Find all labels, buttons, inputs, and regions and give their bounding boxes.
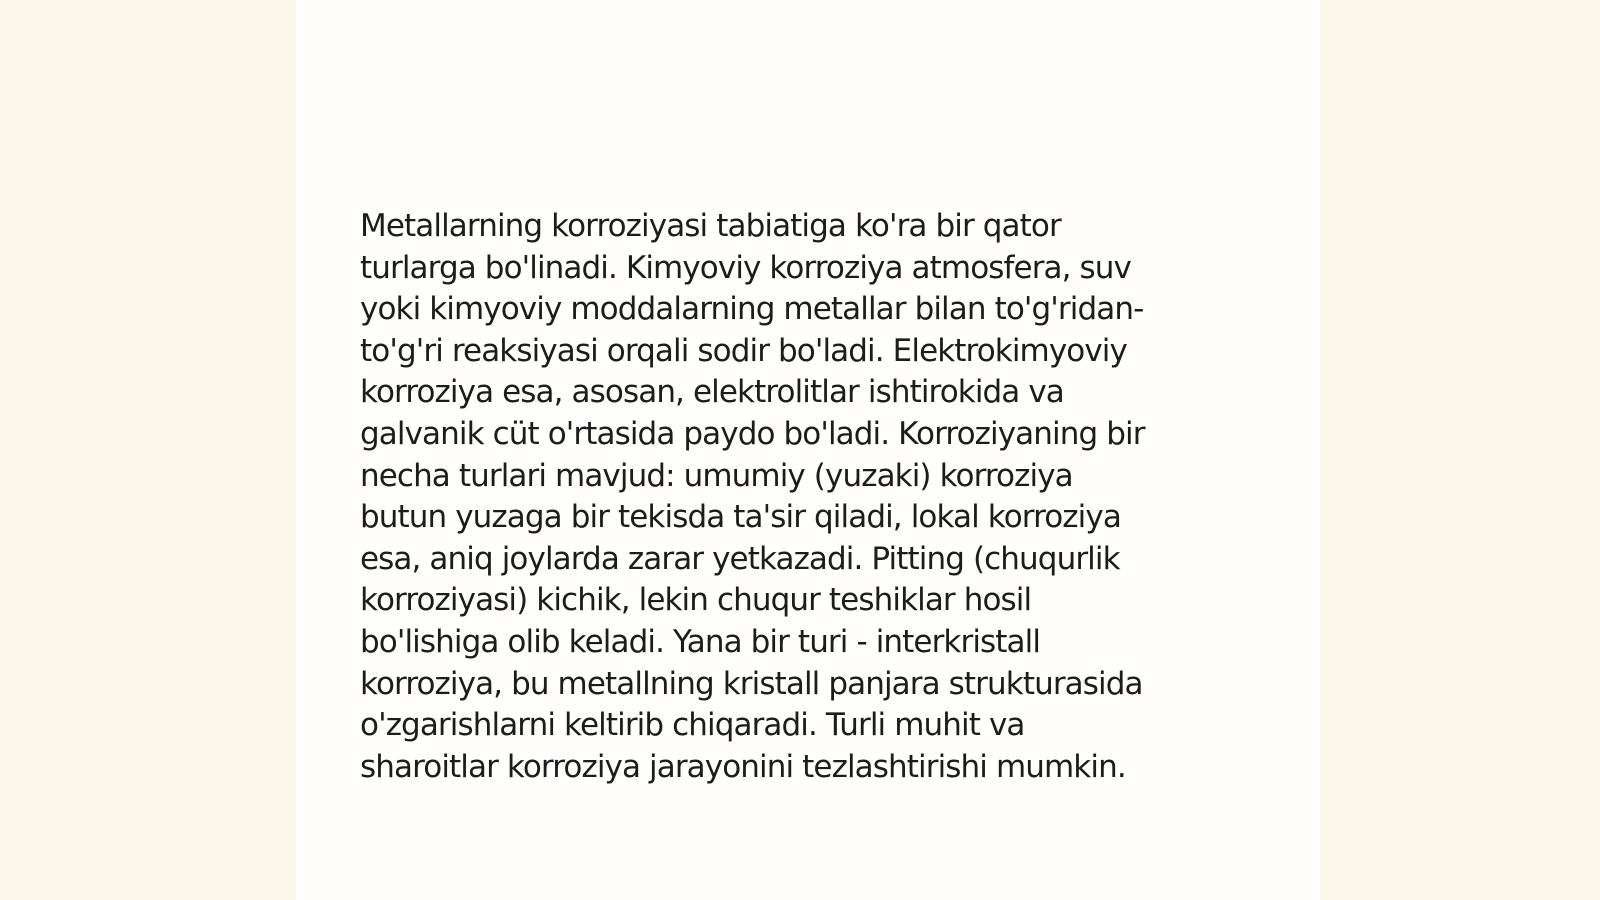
paragraph-line-11: bo'lishiga olib keladi. Yana bir turi - interkristall	[360, 623, 1041, 660]
paragraph-line-2: turlarga bo'linadi. Kimyoviy korroziya atmosfera, suv	[360, 249, 1131, 286]
paragraph-line-3: yoki kimyoviy moddalarning metallar bilan to'g'ridan-	[360, 291, 1144, 328]
paragraph-line-12: korroziya, bu metallning kristall panjara strukturasida	[360, 665, 1143, 702]
paragraph-line-10: korroziyasi) kichik, lekin chuqur teshiklar hosil	[360, 582, 1032, 619]
paragraph-line-13: o'zgarishlarni keltirib chiqaradi. Turli muhit va	[360, 707, 1025, 744]
paragraph-line-1: Metallarning korroziyasi tabiatiga ko'ra bir qator	[360, 208, 1061, 244]
paragraph-line-5: korroziya esa, asosan, elektrolitlar ishtirokida va	[360, 374, 1064, 411]
document-page	[296, 0, 1320, 900]
body-paragraph	[360, 206, 1250, 788]
paragraph-line-6: galvanik cüt o'rtasida paydo bo'ladi. Korroziyaning bir	[360, 415, 1145, 452]
paragraph-line-7: necha turlari mavjud: umumiy (yuzaki) korroziya	[360, 457, 1073, 494]
paragraph-line-9: esa, aniq joylarda zarar yetkazadi. Pitting (chuqurlik	[360, 540, 1120, 577]
paragraph-line-14: sharoitlar korroziya jarayonini tezlashtirishi mumkin.	[360, 748, 1126, 785]
paragraph-line-4: to'g'ri reaksiyasi orqali sodir bo'ladi. Elektrokimyoviy	[360, 332, 1127, 369]
paragraph-line-8: butun yuzaga bir tekisda ta'sir qiladi, lokal korroziya	[360, 499, 1121, 536]
